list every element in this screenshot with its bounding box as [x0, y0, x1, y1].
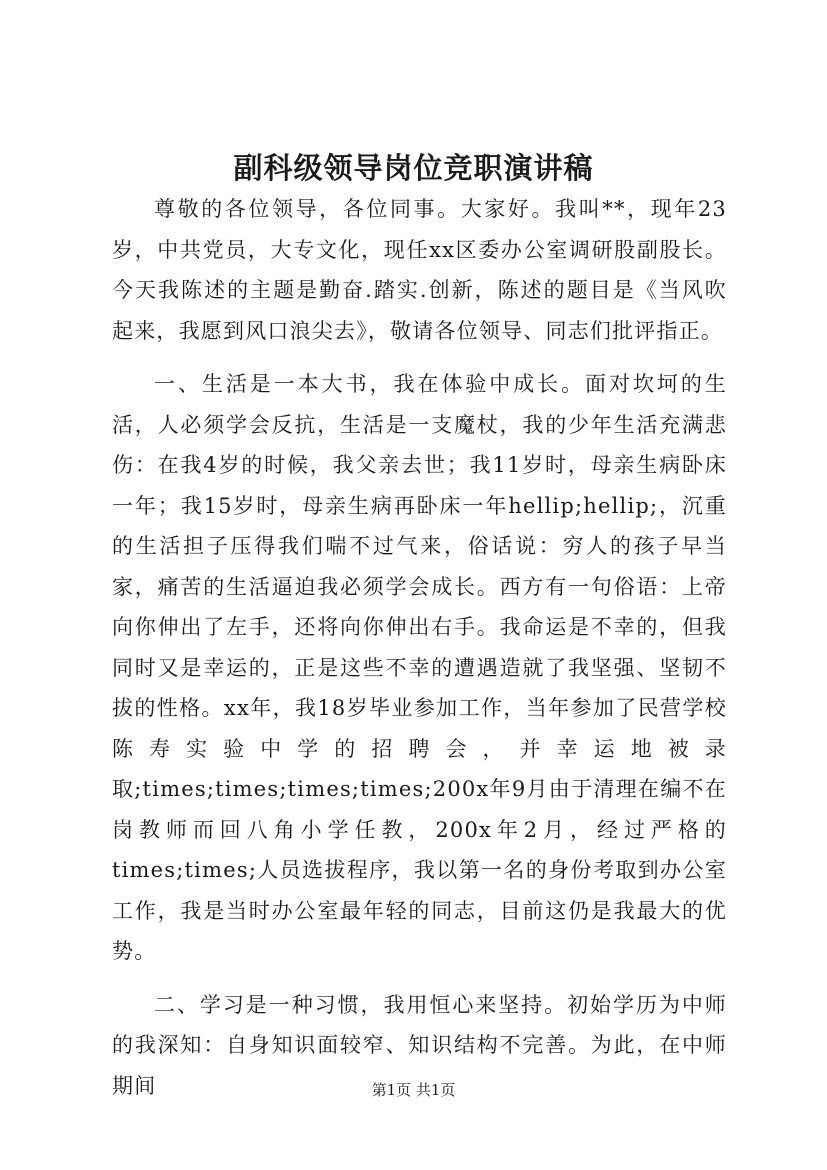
paragraph-study: 二、学习是一种习惯，我用恒心来坚持。初始学历为中师的我深知：自身知识面较窄、知识结构不完善。为此，在中师期间 — [112, 992, 727, 1098]
document-title: 副科级领导岗位竞职演讲稿 — [233, 151, 594, 185]
paragraph-greeting: 尊敬的各位领导，各位同事。大家好。我叫**，现年23岁，中共党员，大专文化，现任xx区委办公室调研股副股长。今天我陈述的主题是勤奋.踏实.创新，陈述的题目是《当风吹起来，我愿到风口浪尖去》，敬请各位领导、同志们批评指正。 — [112, 197, 727, 343]
page-number-footer: 第1页 共1页 — [371, 1081, 456, 1099]
paragraph-life: 一、生活是一本大书，我在体验中成长。面对坎坷的生活，人必须学会反抗，生活是一支魔杖，我的少年生活充满悲伤：在我4岁的时候，我父亲去世；我11岁时，母亲生病卧床一年；我15岁时，母亲生病再卧床一年hellip;hellip;，沉重的生活担子压得我们喘不过气来，俗话说：穷人的孩子早当家，痛苦的生活逼迫我必须学会成长。西方有一句俗语：上帝向你伸出了左手，还将向你伸出右手。我命运是不幸的，但我同时又是幸运的，正是这些不幸的遭遇造就了我坚强、坚韧不拔的性格。xx年，我18岁毕业参加工作，当年参加了民营学校陈寿实验中学的招聘会，并幸运地被录取;times;times;times;times;200x年9月由于清理在编不在岗教师而回八角小学任教，200x年2月，经过严格的times;times;人员选拔程序，我以第一名的身份考取到办公室工作，我是当时办公室最年轻的同志，目前这仍是我最大的优势。 — [112, 372, 727, 963]
document-body — [112, 189, 727, 1106]
